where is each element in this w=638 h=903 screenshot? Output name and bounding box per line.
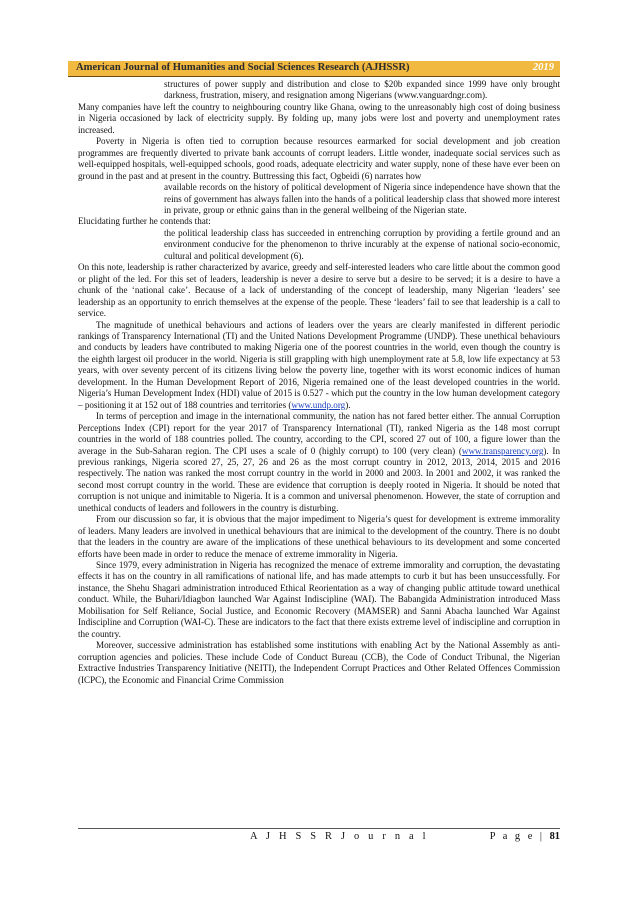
journal-title: American Journal of Humanities and Social Sciences Research (AJHSSR)	[76, 62, 410, 73]
transparency-link[interactable]: www.transparency.org	[461, 445, 544, 456]
footer-journal-name: A J H S S R J o u r n a l	[250, 831, 429, 842]
journal-header-banner	[68, 61, 560, 77]
page-number: 81	[549, 831, 560, 842]
block-quote: structures of power supply and distribution and close to $20b expanded since 1999 have only brought darkness, frustration, misery, and resignation among Nigerians (www.vanguardngr.com).	[164, 79, 560, 101]
paragraph	[78, 411, 560, 514]
article-body	[78, 79, 560, 686]
paragraph: Many companies have left the country to neighbouring country like Ghana, owing to the unreasonably high cost of doing business in Nigeria occasioned by lack of electricity supply. By folding up, many jobs were lost and poverty and unemployment rates increased.	[78, 101, 560, 135]
paragraph: Since 1979, every administration in Nigeria has recognized the menace of extreme immorality and corruption, the devastating effects it has on the country in all ramifications of national life, and has made attempts to curb it but has been unsuccessfully. For instance, the Shehu Shagari administration introduced Ethical Reorientation as a way of changing public attitude toward unethical conduct. While, the Buhari/Idiagbon launched War Against Indiscipline (WAI). The Babangida Administration introduced Mass Mobilisation for Self Reliance, Social Justice, and Economic Recovery (MAMSER) and Sanni Abacha launched War Against Indiscipline and Corruption (WAI-C). These are indicators to the fact that there exists extreme level of indiscipline and corruption in the country.	[78, 560, 560, 639]
paragraph: Elucidating further he contends that:	[78, 216, 211, 227]
paragraph-text: ). In previous rankings, Nigeria scored 27, 25, 27, 26 and 26 as the most corrupt country in 2012, 2013, 2014, 2015 and 2016 respectively. The nation was ranked the most corrupt country in the world in 2000 and 2003. In 2001 and 2002, it was ranked the second most corrupt country in the world. These are evidence that corruption is deeply rooted in Nigeria. It should be noted that corruption is not unique and inimitable to Nigeria. It is a common and universal phenomenon. However, the state of corruption and unethical conducts of leaders and followers in the country is disturbing.	[78, 445, 560, 513]
page-label: P a g e |	[489, 831, 550, 842]
paragraph-text: The magnitude of unethical behaviours and actions of leaders over the years are clearly manifested in different periodic rankings of Transparency International (TI) and the United Nations Development Programme (UNDP). These unethical behaviours and conducts by leaders have contributed to making Nigeria one of the poorest countries in the world, even though the country is the eighth largest oil producer in the world. Nigeria is still grappling with high unemployment rate at 5.8, low life expectancy at 53 years, with over seventy percent of its citizens living below the poverty line, together with its worst economic indices of human development. In the Human Development Report of 2016, Nigeria remained one of the least developed countries in the world. Nigeria’s Human Development Index (HDI) value of 2015 is 0.527 - which put the country in the low human development category – positioning it at 152 out of 188 countries and territories (	[78, 319, 560, 410]
paragraph-text: In terms of perception and image in the international community, the nation has not fared better either. The annual Corruption Perceptions Index (CPI) report for the year 2017 of Transparency International (TI), ranked Nigeria as the 148 most corrupt countries in the world of 188 countries polled. The country, according to the CPI, scored 27 out of 100, a figure lower than the average in the Sub-Saharan region. The CPI uses a scale of 0 (highly corrupt) to 100 (very clean) (	[78, 411, 560, 456]
paragraph: From our discussion so far, it is obvious that the major impediment to Nigeria’s quest for development is extreme immorality of leaders. Many leaders are involved in unethical behaviours that are inimical to the development of the country. There is no doubt that the leaders in the country are aware of the implications of these unethical behaviours to its development and some concerted efforts have been made in order to reduce the menace of extreme immorality in Nigeria.	[78, 514, 560, 559]
page-footer	[78, 828, 560, 842]
paragraph: On this note, leadership is rather characterized by avarice, greedy and self-interested leaders who care little about the common good or plight of the led. For this set of leaders, leadership is never a desire to serve but a desire to be served; it is a desire to have a chunk of the ‘national cake’. Because of a lack of understanding of the concept of leadership, many Nigerian ‘leaders’ see leadership as an opportunity to enrich themselves at the expense of the people. These ‘leaders’ fail to see that leadership is a call to service.	[78, 262, 560, 319]
paragraph	[78, 320, 560, 412]
block-quote: available records on the history of political development of Nigeria since independence have shown that the reins of government has always fallen into the hands of a political leadership class that showed more interest in private, group or ethnic gains than in the general wellbeing of the Nigerian state.	[164, 182, 560, 215]
undp-link[interactable]: www.undp.org	[291, 399, 346, 410]
footer-page	[490, 831, 560, 842]
paragraph: Moreover, successive administration has established some institutions with enabling Act by the National Assembly as anti-corruption agencies and policies. These include Code of Conduct Bureau (CCB), the Code of Conduct Tribunal, the Nigerian Extractive Industries Transparency Initiative (NEITI), the Independent Corrupt Practices and Other Related Offences Commission (ICPC), the Economic and Financial Crime Commission	[78, 640, 560, 685]
block-quote: the political leadership class has succeeded in entrenching corruption by providing a fertile ground and an environment conducive for the phenomenon to thrive incurably at the expense of national socio-economic, cultural and political development (6).	[164, 227, 560, 261]
paragraph: Poverty in Nigeria is often tied to corruption because resources earmarked for social development and job creation programmes are frequently diverted to private bank accounts of corrupt leaders. Little wonder, inadequate social services such as well-equipped hospitals, well-equipped schools, good roads, adequate electricity and water supply, none of these have ever been on ground in the past and at present in the country. Buttressing this fact, Ogbeidi (6) narrates how	[78, 136, 560, 181]
paragraph-text: ).	[345, 399, 351, 410]
journal-year: 2019	[532, 62, 554, 73]
